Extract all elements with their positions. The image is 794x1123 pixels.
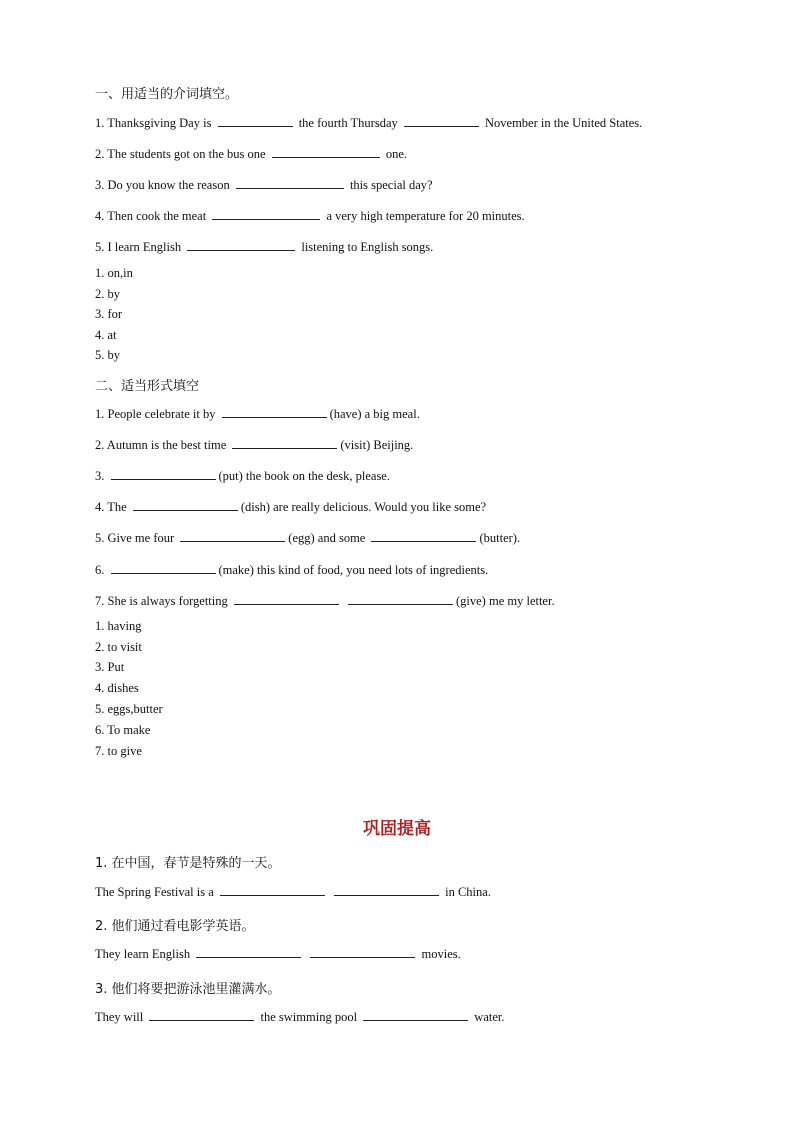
answer-blank[interactable] [222,406,327,418]
answer-line: 5. by [95,348,120,362]
section3-item-3-english [95,1009,505,1025]
section1-question-1 [95,115,642,131]
answer-blank[interactable] [196,946,301,958]
question-text: 2. The students got on the bus one [95,147,266,161]
question-text: November in the United States. [485,116,643,130]
question-text: (butter). [479,531,521,545]
answer-blank[interactable] [180,530,285,542]
question-text: (have) a big meal. [329,407,420,421]
answer-line: 3. for [95,307,123,321]
answer-blank[interactable] [236,177,344,189]
question-text: 4. Then cook the meat [95,209,207,223]
answer-line: 2. by [95,287,120,301]
answer-line: 1. having [95,619,142,633]
answer-line: 4. at [95,328,117,342]
section2-question-1 [95,406,420,422]
answer-line: 5. eggs,butter [95,702,163,716]
section3-title: 巩固提高 [363,819,431,839]
section2-question-3 [95,468,390,484]
question-text: They will [95,1010,144,1024]
question-text: 7. She is always forgetting [95,594,228,608]
answer-blank[interactable] [348,593,453,605]
section3-item-2-chinese: 2. 他们通过看电影学英语。 [95,919,255,934]
answer-line: 3. Put [95,660,125,674]
section1-heading: 一、用适当的介词填空。 [95,87,239,102]
section1-question-2 [95,146,407,162]
section1-question-3 [95,177,433,193]
question-text: a very high temperature for 20 minutes. [326,209,525,223]
answer-line: 7. to give [95,744,142,758]
answer-blank[interactable] [272,146,380,158]
section3-item-3-chinese: 3. 他们将要把游泳池里灌满水。 [95,982,281,997]
question-text: (make) this kind of food, you need lots of ingredients. [218,563,489,577]
question-text: (put) the book on the desk, please. [218,469,390,483]
answer-blank[interactable] [212,208,320,220]
answer-blank[interactable] [234,593,339,605]
section2-question-5 [95,530,520,546]
question-text: in China. [445,885,491,899]
answer-blank[interactable] [133,499,238,511]
question-text: (egg) and some [288,531,366,545]
answer-blank[interactable] [310,946,415,958]
answer-blank[interactable] [187,239,295,251]
section1-question-5 [95,239,433,255]
answer-blank[interactable] [404,115,479,127]
question-text: The Spring Festival is a [95,885,214,899]
question-text: listening to English songs. [301,240,434,254]
question-text: (visit) Beijing. [340,438,414,452]
answer-line: 6. To make [95,723,151,737]
section1-question-4 [95,208,525,224]
section2-heading: 二、适当形式填空 [95,379,200,394]
answer-blank[interactable] [149,1009,254,1021]
answer-line: 1. on,in [95,266,133,280]
answer-blank[interactable] [218,115,293,127]
question-text: 3. Do you know the reason [95,178,230,192]
question-text: the fourth Thursday [298,116,398,130]
answer-blank[interactable] [371,530,476,542]
section3-item-1-chinese: 1. 在中国，春节是特殊的一天。 [95,856,281,871]
question-text: 6. [95,563,105,577]
question-text: 1. Thanksgiving Day is [95,116,212,130]
question-text: this special day? [349,178,433,192]
question-text: movies. [421,947,461,961]
answer-blank[interactable] [334,884,439,896]
answer-line: 2. to visit [95,640,142,654]
question-text: (dish) are really delicious. Would you like some? [240,500,487,514]
question-text: 5. I learn English [95,240,182,254]
question-text: 2. Autumn is the best time [95,438,227,452]
question-text: 1. People celebrate it by [95,407,216,421]
answer-blank[interactable] [220,884,325,896]
question-text: 5. Give me four [95,531,175,545]
question-text: 3. [95,469,105,483]
question-text: (give) me my letter. [456,594,555,608]
answer-blank[interactable] [111,562,216,574]
question-text: They learn English [95,947,191,961]
section2-question-6 [95,562,488,578]
section2-question-4 [95,499,486,515]
question-text: the swimming pool [260,1010,358,1024]
answer-blank[interactable] [232,437,337,449]
answer-blank[interactable] [111,468,216,480]
question-text: 4. The [95,500,127,514]
answer-line: 4. dishes [95,681,139,695]
section3-item-1-english [95,884,491,900]
section3-item-2-english [95,946,461,962]
answer-blank[interactable] [363,1009,468,1021]
section2-question-2 [95,437,413,453]
question-text: water. [474,1010,505,1024]
question-text: one. [385,147,408,161]
section2-question-7 [95,593,555,609]
